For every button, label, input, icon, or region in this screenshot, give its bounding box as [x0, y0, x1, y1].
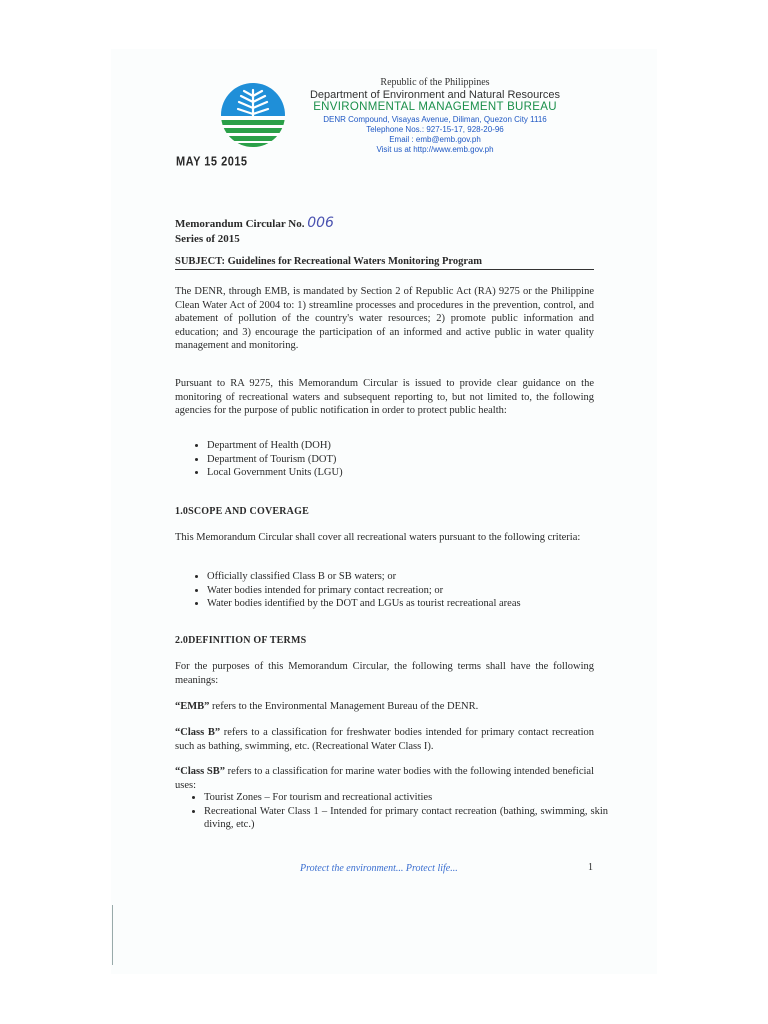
section-1-heading: 1.0SCOPE AND COVERAGE — [175, 506, 309, 517]
republic-line: Republic of the Philippines — [380, 77, 490, 88]
circular-block — [175, 216, 334, 247]
def-class-sb: refers to a classification for marine water bodies with the following intended beneficial uses: — [175, 766, 594, 791]
list-item: • Water bodies intended for primary contact recreation; or — [207, 584, 607, 598]
subject-line: SUBJECT: Guidelines for Recreational Waters Monitoring Program — [175, 256, 594, 270]
list-item: • Tourist Zones – For tourism and recreational activities — [204, 791, 608, 805]
section-2-heading: 2.0DEFINITION OF TERMS — [175, 635, 307, 646]
definition-emb — [175, 700, 594, 714]
list-item: • Local Government Units (LGU) — [207, 466, 607, 480]
circular-label: Memorandum Circular No. — [175, 218, 305, 230]
footer-motto: Protect the environment... Protect life... — [300, 863, 458, 874]
intro-paragraph: The DENR, through EMB, is mandated by Section 2 of Republic Act (RA) 9275 or the Philippine Clean Water Act of 2004 to: 1) streamline processes and procedures in the prevention, control, and abatement of pollution of the country's water resources; 2) promote public information and education; and 3) encourage the participation of an informed and active public in water quality management and monitoring. — [175, 286, 594, 351]
letterhead — [290, 77, 580, 155]
telephone-line: Telephone Nos.: 927-15-17, 928-20-96 — [366, 125, 504, 134]
term-class-b: “Class B” — [175, 727, 221, 738]
uses-list — [190, 791, 608, 832]
circular-series: Series of 2015 — [175, 233, 240, 245]
email-line: Email : emb@emb.gov.ph — [389, 135, 481, 144]
website-line: Visit us at http://www.emb.gov.ph — [376, 145, 494, 154]
department-line: Department of Environment and Natural Resources — [309, 89, 561, 101]
circular-number: 006 — [307, 215, 334, 231]
list-item: • Department of Health (DOH) — [207, 439, 607, 453]
criteria-list — [193, 570, 607, 611]
list-item: • Department of Tourism (DOT) — [207, 453, 607, 467]
definition-class-sb — [175, 765, 594, 792]
list-item: • Recreational Water Class 1 – Intended for primary contact recreation (bathing, swimming, skin diving, etc.) — [204, 805, 608, 832]
page-number: 1 — [588, 862, 593, 873]
section-1-text: This Memorandum Circular shall cover all recreational waters pursuant to the following criteria: — [175, 532, 581, 543]
section-2-text: For the purposes of this Memorandum Circular, the following terms shall have the following meanings: — [175, 661, 594, 686]
list-item: • Water bodies identified by the DOT and LGUs as tourist recreational areas — [207, 597, 607, 611]
address-line: DENR Compound, Visayas Avenue, Diliman, Quezon City 1116 — [323, 115, 547, 124]
def-emb: refers to the Environmental Management Bureau of the DENR. — [209, 701, 479, 712]
term-emb: “EMB” — [175, 701, 210, 712]
agency-list — [193, 439, 607, 480]
term-class-sb: “Class SB” — [175, 766, 225, 777]
bureau-line: ENVIRONMENTAL MANAGEMENT BUREAU — [313, 101, 557, 113]
definition-class-b — [175, 726, 594, 753]
pursuant-paragraph: Pursuant to RA 9275, this Memorandum Circular is issued to provide clear guidance on the monitoring of recreational waters and subsequent reporting to, but not limited to, the following agencies for the purpose of public notification in order to protect public health: — [175, 378, 594, 416]
emb-logo-icon — [220, 82, 286, 148]
date-stamp: MAY 15 2015 — [176, 155, 248, 169]
scan-line — [112, 905, 113, 965]
list-item: • Officially classified Class B or SB waters; or — [207, 570, 607, 584]
def-class-b: refers to a classification for freshwater bodies intended for primary contact recreation such as bathing, swimming, etc. (Recreational Water Class I). — [175, 727, 594, 752]
